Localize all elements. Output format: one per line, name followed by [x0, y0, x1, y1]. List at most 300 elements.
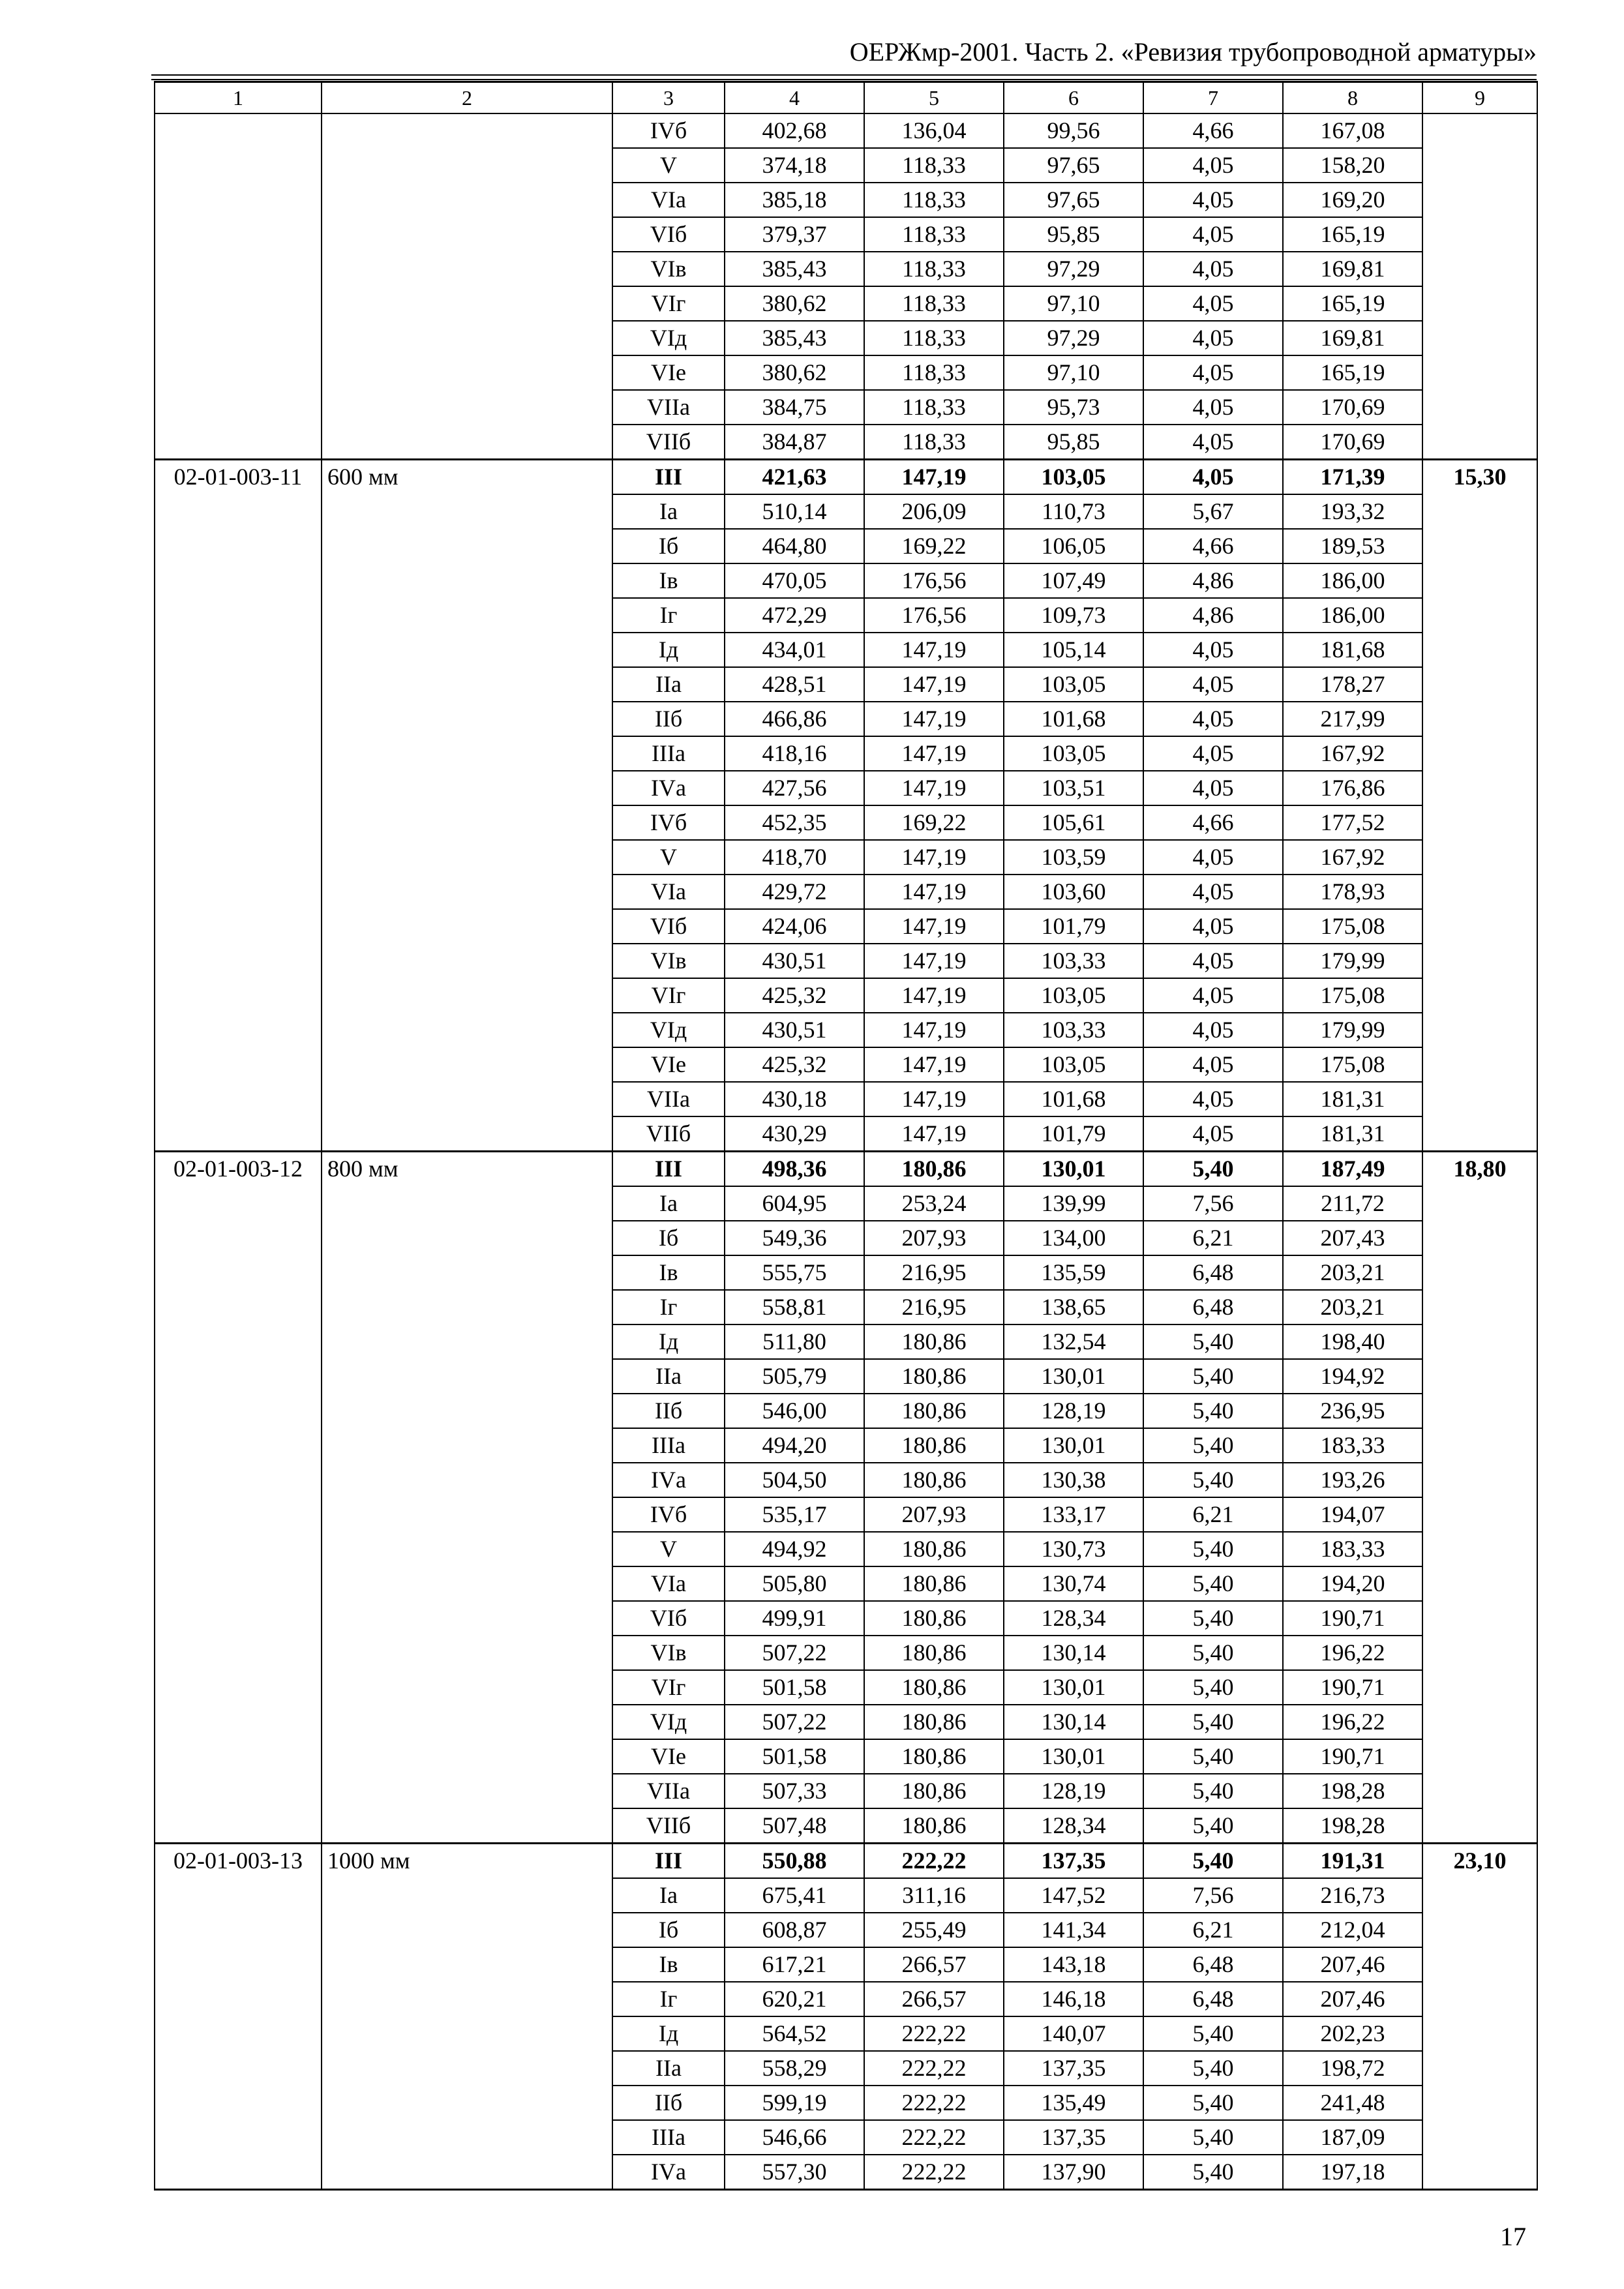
- value-cell: 236,95: [1283, 1394, 1422, 1428]
- value-cell: 147,19: [864, 1013, 1004, 1047]
- value-cell: 175,08: [1283, 978, 1422, 1013]
- value-cell: 5,40: [1143, 1739, 1283, 1774]
- value-cell: 203,21: [1283, 1290, 1422, 1324]
- nominal-size-cell: [322, 1532, 612, 1566]
- nominal-size-cell: [322, 286, 612, 321]
- nominal-size-cell: [322, 1013, 612, 1047]
- category-cell: VIб: [612, 217, 725, 252]
- value-cell: 5,40: [1143, 1636, 1283, 1670]
- table-row: [155, 1808, 1537, 1844]
- value-cell: 5,40: [1143, 1152, 1283, 1187]
- value-cell: 190,71: [1283, 1670, 1422, 1705]
- labor-total-cell: [1422, 113, 1537, 148]
- value-cell: 101,79: [1004, 1116, 1143, 1152]
- category-cell: IVб: [612, 805, 725, 840]
- category-cell: IVб: [612, 1497, 725, 1532]
- table-row: [155, 875, 1537, 909]
- category-cell: Iв: [612, 1947, 725, 1982]
- category-cell: IIа: [612, 1359, 725, 1394]
- category-cell: IVа: [612, 1463, 725, 1497]
- nominal-size-cell: [322, 2051, 612, 2086]
- rate-code-cell: [155, 1013, 322, 1047]
- category-cell: Iв: [612, 1255, 725, 1290]
- rate-code-cell: [155, 1705, 322, 1739]
- labor-total-cell: [1422, 1255, 1537, 1290]
- rate-code-cell: [155, 1047, 322, 1082]
- value-cell: 380,62: [725, 355, 864, 390]
- category-cell: Iг: [612, 1290, 725, 1324]
- rate-code-cell: [155, 1082, 322, 1116]
- value-cell: 147,52: [1004, 1878, 1143, 1913]
- value-cell: 147,19: [864, 840, 1004, 875]
- value-cell: 5,40: [1143, 1394, 1283, 1428]
- labor-total-cell: [1422, 667, 1537, 702]
- category-cell: III: [612, 1844, 725, 1879]
- value-cell: 4,66: [1143, 529, 1283, 563]
- rate-code-cell: [155, 355, 322, 390]
- labor-total-cell: [1422, 840, 1537, 875]
- category-cell: IVа: [612, 2155, 725, 2190]
- labor-total-cell: [1422, 1394, 1537, 1428]
- value-cell: 196,22: [1283, 1636, 1422, 1670]
- value-cell: 128,19: [1004, 1774, 1143, 1808]
- table-row: [155, 1670, 1537, 1705]
- value-cell: 130,74: [1004, 1566, 1143, 1601]
- category-cell: Iб: [612, 1913, 725, 1947]
- value-cell: 5,40: [1143, 1670, 1283, 1705]
- value-cell: 507,33: [725, 1774, 864, 1808]
- nominal-size-cell: [322, 252, 612, 286]
- value-cell: 101,79: [1004, 909, 1143, 944]
- table-row: [155, 529, 1537, 563]
- value-cell: 169,81: [1283, 252, 1422, 286]
- value-cell: 187,49: [1283, 1152, 1422, 1187]
- table-row: [155, 702, 1537, 736]
- table-row: [155, 1082, 1537, 1116]
- table-row: [155, 1221, 1537, 1255]
- value-cell: 384,87: [725, 425, 864, 460]
- table-row: [155, 2051, 1537, 2086]
- nominal-size-cell: [322, 148, 612, 183]
- value-cell: 128,34: [1004, 1601, 1143, 1636]
- value-cell: 222,22: [864, 1844, 1004, 1879]
- nominal-size-cell: [322, 1705, 612, 1739]
- value-cell: 137,35: [1004, 2051, 1143, 2086]
- nominal-size-cell: [322, 390, 612, 425]
- table-row: [155, 1566, 1537, 1601]
- labor-total-cell: [1422, 1705, 1537, 1739]
- table-row: [155, 1913, 1537, 1947]
- value-cell: 167,08: [1283, 113, 1422, 148]
- value-cell: 550,88: [725, 1844, 864, 1879]
- table-row: [155, 667, 1537, 702]
- value-cell: 118,33: [864, 148, 1004, 183]
- value-cell: 499,91: [725, 1601, 864, 1636]
- nominal-size-cell: [322, 355, 612, 390]
- category-cell: IIIа: [612, 1428, 725, 1463]
- rate-code-cell: [155, 1463, 322, 1497]
- value-cell: 5,40: [1143, 1808, 1283, 1844]
- category-cell: III: [612, 460, 725, 495]
- category-cell: VIв: [612, 1636, 725, 1670]
- value-cell: 180,86: [864, 1566, 1004, 1601]
- value-cell: 180,86: [864, 1359, 1004, 1394]
- rate-code-cell: [155, 944, 322, 978]
- value-cell: 4,05: [1143, 840, 1283, 875]
- value-cell: 180,86: [864, 1152, 1004, 1187]
- value-cell: 169,22: [864, 805, 1004, 840]
- rate-code-cell: [155, 2051, 322, 2086]
- nominal-size-cell: [322, 1255, 612, 1290]
- value-cell: 216,73: [1283, 1878, 1422, 1913]
- value-cell: 141,34: [1004, 1913, 1143, 1947]
- value-cell: 103,51: [1004, 771, 1143, 805]
- labor-total-cell: [1422, 2155, 1537, 2190]
- category-cell: VIа: [612, 875, 725, 909]
- nominal-size-cell: [322, 944, 612, 978]
- labor-total-cell: [1422, 1636, 1537, 1670]
- labor-total-cell: [1422, 1428, 1537, 1463]
- table-row: [155, 460, 1537, 495]
- nominal-size-cell: [322, 875, 612, 909]
- nominal-size-cell: [322, 563, 612, 598]
- column-number: 6: [1004, 82, 1143, 114]
- category-cell: VIIб: [612, 1808, 725, 1844]
- value-cell: 311,16: [864, 1878, 1004, 1913]
- value-cell: 143,18: [1004, 1947, 1143, 1982]
- value-cell: 139,99: [1004, 1186, 1143, 1221]
- value-cell: 169,81: [1283, 321, 1422, 355]
- category-cell: IVб: [612, 113, 725, 148]
- column-number: 2: [322, 82, 612, 114]
- value-cell: 105,61: [1004, 805, 1143, 840]
- labor-total-cell: [1422, 805, 1537, 840]
- table-row: [155, 355, 1537, 390]
- value-cell: 222,22: [864, 2051, 1004, 2086]
- value-cell: 557,30: [725, 2155, 864, 2190]
- category-cell: VIе: [612, 355, 725, 390]
- value-cell: 498,36: [725, 1152, 864, 1187]
- table-row: [155, 1947, 1537, 1982]
- table-row: [155, 1982, 1537, 2016]
- category-cell: VIг: [612, 1670, 725, 1705]
- value-cell: 158,20: [1283, 148, 1422, 183]
- value-cell: 384,75: [725, 390, 864, 425]
- category-cell: VIг: [612, 978, 725, 1013]
- value-cell: 147,19: [864, 736, 1004, 771]
- labor-total-cell: [1422, 217, 1537, 252]
- rate-code-cell: [155, 1670, 322, 1705]
- value-cell: 118,33: [864, 183, 1004, 217]
- labor-total-cell: [1422, 355, 1537, 390]
- category-cell: VIд: [612, 321, 725, 355]
- nominal-size-cell: [322, 667, 612, 702]
- value-cell: 6,21: [1143, 1497, 1283, 1532]
- labor-total-cell: [1422, 425, 1537, 460]
- value-cell: 198,28: [1283, 1808, 1422, 1844]
- rate-code-cell: [155, 1497, 322, 1532]
- table-row: [155, 217, 1537, 252]
- value-cell: 5,40: [1143, 1566, 1283, 1601]
- value-cell: 5,40: [1143, 1532, 1283, 1566]
- value-cell: 5,40: [1143, 2086, 1283, 2120]
- value-cell: 167,92: [1283, 736, 1422, 771]
- value-cell: 198,72: [1283, 2051, 1422, 2086]
- nominal-size-cell: [322, 840, 612, 875]
- table-row: [155, 1324, 1537, 1359]
- column-number-row: [155, 82, 1537, 114]
- nominal-size-cell: [322, 1116, 612, 1152]
- value-cell: 191,31: [1283, 1844, 1422, 1879]
- value-cell: 180,86: [864, 1808, 1004, 1844]
- labor-total-cell: [1422, 2016, 1537, 2051]
- value-cell: 176,56: [864, 563, 1004, 598]
- value-cell: 193,32: [1283, 494, 1422, 529]
- labor-total-cell: [1422, 1359, 1537, 1394]
- rate-code-cell: [155, 563, 322, 598]
- value-cell: 507,22: [725, 1705, 864, 1739]
- category-cell: IIIа: [612, 736, 725, 771]
- table-row: [155, 1532, 1537, 1566]
- column-number: 9: [1422, 82, 1537, 114]
- labor-total-cell: [1422, 183, 1537, 217]
- labor-total-cell: [1422, 563, 1537, 598]
- value-cell: 535,17: [725, 1497, 864, 1532]
- value-cell: 222,22: [864, 2086, 1004, 2120]
- labor-total-cell: [1422, 1670, 1537, 1705]
- value-cell: 5,40: [1143, 2155, 1283, 2190]
- value-cell: 5,40: [1143, 1359, 1283, 1394]
- category-cell: VIб: [612, 909, 725, 944]
- value-cell: 187,09: [1283, 2120, 1422, 2155]
- value-cell: 5,40: [1143, 1844, 1283, 1879]
- value-cell: 147,19: [864, 1116, 1004, 1152]
- value-cell: 183,33: [1283, 1532, 1422, 1566]
- table-row: [155, 2120, 1537, 2155]
- value-cell: 177,52: [1283, 805, 1422, 840]
- labor-total-cell: [1422, 1774, 1537, 1808]
- rate-code-cell: [155, 1186, 322, 1221]
- category-cell: IIб: [612, 702, 725, 736]
- value-cell: 106,05: [1004, 529, 1143, 563]
- table-row: [155, 1774, 1537, 1808]
- labor-total-cell: [1422, 1601, 1537, 1636]
- value-cell: 425,32: [725, 978, 864, 1013]
- value-cell: 501,58: [725, 1739, 864, 1774]
- value-cell: 501,58: [725, 1670, 864, 1705]
- value-cell: 180,86: [864, 1636, 1004, 1670]
- rate-code-cell: [155, 1290, 322, 1324]
- table-row: [155, 1497, 1537, 1532]
- value-cell: 4,05: [1143, 702, 1283, 736]
- table-row: [155, 2155, 1537, 2190]
- value-cell: 95,85: [1004, 425, 1143, 460]
- value-cell: 4,86: [1143, 563, 1283, 598]
- value-cell: 97,10: [1004, 355, 1143, 390]
- rate-code-cell: [155, 1532, 322, 1566]
- nominal-size-cell: [322, 1636, 612, 1670]
- rate-code-cell: [155, 771, 322, 805]
- labor-total-cell: [1422, 736, 1537, 771]
- value-cell: 385,43: [725, 321, 864, 355]
- value-cell: 620,21: [725, 1982, 864, 2016]
- value-cell: 118,33: [864, 252, 1004, 286]
- table-row: [155, 1844, 1537, 1879]
- nominal-size-cell: [322, 2086, 612, 2120]
- rate-code-cell: [155, 702, 322, 736]
- rate-code-cell: [155, 1324, 322, 1359]
- labor-total-cell: [1422, 1497, 1537, 1532]
- value-cell: 130,38: [1004, 1463, 1143, 1497]
- table-row: [155, 598, 1537, 633]
- value-cell: 137,35: [1004, 2120, 1143, 2155]
- value-cell: 434,01: [725, 633, 864, 667]
- category-cell: VIе: [612, 1047, 725, 1082]
- category-cell: Iа: [612, 1186, 725, 1221]
- value-cell: 4,05: [1143, 183, 1283, 217]
- rate-code-cell: [155, 148, 322, 183]
- value-cell: 171,39: [1283, 460, 1422, 495]
- nominal-size-cell: [322, 2120, 612, 2155]
- value-cell: 4,05: [1143, 425, 1283, 460]
- value-cell: 138,65: [1004, 1290, 1143, 1324]
- value-cell: 5,40: [1143, 2120, 1283, 2155]
- value-cell: 510,14: [725, 494, 864, 529]
- nominal-size-cell: [322, 1878, 612, 1913]
- value-cell: 608,87: [725, 1913, 864, 1947]
- value-cell: 604,95: [725, 1186, 864, 1221]
- labor-total-cell: [1422, 1947, 1537, 1982]
- value-cell: 555,75: [725, 1255, 864, 1290]
- table-row: [155, 1636, 1537, 1670]
- labor-total-cell: [1422, 1982, 1537, 2016]
- table-row: [155, 494, 1537, 529]
- labor-total-cell: [1422, 1221, 1537, 1255]
- value-cell: 5,40: [1143, 1428, 1283, 1463]
- nominal-size-cell: [322, 529, 612, 563]
- rate-code-cell: 02-01-003-13: [155, 1844, 322, 1879]
- running-header: ОЕРЖмр-2001. Часть 2. «Ревизия трубопроводной арматуры»: [849, 37, 1537, 67]
- column-number: 5: [864, 82, 1004, 114]
- rate-code-cell: [155, 425, 322, 460]
- rate-code-cell: [155, 2155, 322, 2190]
- value-cell: 147,19: [864, 633, 1004, 667]
- nominal-size-cell: [322, 1324, 612, 1359]
- value-cell: 107,49: [1004, 563, 1143, 598]
- value-cell: 430,51: [725, 944, 864, 978]
- category-cell: VIе: [612, 1739, 725, 1774]
- category-cell: Iд: [612, 633, 725, 667]
- rate-code-cell: [155, 113, 322, 148]
- value-cell: 421,63: [725, 460, 864, 495]
- value-cell: 198,40: [1283, 1324, 1422, 1359]
- category-cell: VIд: [612, 1013, 725, 1047]
- rate-code-cell: [155, 875, 322, 909]
- labor-total-cell: [1422, 1808, 1537, 1844]
- value-cell: 194,07: [1283, 1497, 1422, 1532]
- table-row: [155, 771, 1537, 805]
- rate-code-cell: [155, 1636, 322, 1670]
- nominal-size-cell: [322, 909, 612, 944]
- value-cell: 180,86: [864, 1670, 1004, 1705]
- table-row: [155, 909, 1537, 944]
- nominal-size-cell: [322, 1947, 612, 1982]
- rate-code-cell: [155, 217, 322, 252]
- nominal-size-cell: [322, 1774, 612, 1808]
- value-cell: 452,35: [725, 805, 864, 840]
- value-cell: 507,22: [725, 1636, 864, 1670]
- column-number: 1: [155, 82, 322, 114]
- labor-total-cell: [1422, 1013, 1537, 1047]
- value-cell: 429,72: [725, 875, 864, 909]
- table-row: [155, 390, 1537, 425]
- labor-total-cell: [1422, 390, 1537, 425]
- value-cell: 418,16: [725, 736, 864, 771]
- value-cell: 564,52: [725, 2016, 864, 2051]
- value-cell: 253,24: [864, 1186, 1004, 1221]
- rate-code-cell: [155, 1428, 322, 1463]
- value-cell: 165,19: [1283, 286, 1422, 321]
- value-cell: 137,90: [1004, 2155, 1143, 2190]
- value-cell: 6,21: [1143, 1913, 1283, 1947]
- labor-total-cell: [1422, 1532, 1537, 1566]
- nominal-size-cell: [322, 1670, 612, 1705]
- value-cell: 165,19: [1283, 355, 1422, 390]
- value-cell: 97,65: [1004, 183, 1143, 217]
- value-cell: 196,22: [1283, 1705, 1422, 1739]
- value-cell: 207,46: [1283, 1982, 1422, 2016]
- table-row: [155, 1601, 1537, 1636]
- value-cell: 110,73: [1004, 494, 1143, 529]
- nominal-size-cell: [322, 425, 612, 460]
- nominal-size-cell: [322, 494, 612, 529]
- value-cell: 103,33: [1004, 1013, 1143, 1047]
- value-cell: 176,56: [864, 598, 1004, 633]
- table-row: [155, 1463, 1537, 1497]
- labor-total-cell: [1422, 1047, 1537, 1082]
- value-cell: 165,19: [1283, 217, 1422, 252]
- value-cell: 4,05: [1143, 148, 1283, 183]
- value-cell: 222,22: [864, 2016, 1004, 2051]
- rate-code-cell: [155, 529, 322, 563]
- labor-total-cell: 18,80: [1422, 1152, 1537, 1187]
- value-cell: 4,05: [1143, 252, 1283, 286]
- value-cell: 4,05: [1143, 1047, 1283, 1082]
- category-cell: VIв: [612, 252, 725, 286]
- value-cell: 180,86: [864, 1601, 1004, 1636]
- labor-total-cell: [1422, 1116, 1537, 1152]
- rate-code-cell: [155, 321, 322, 355]
- value-cell: 180,86: [864, 1463, 1004, 1497]
- value-cell: 203,21: [1283, 1255, 1422, 1290]
- nominal-size-cell: [322, 217, 612, 252]
- rate-code-cell: [155, 1878, 322, 1913]
- table-row: [155, 1013, 1537, 1047]
- value-cell: 217,99: [1283, 702, 1422, 736]
- value-cell: 97,29: [1004, 252, 1143, 286]
- labor-total-cell: 23,10: [1422, 1844, 1537, 1879]
- rate-code-cell: [155, 978, 322, 1013]
- nominal-size-cell: [322, 1359, 612, 1394]
- rate-code-cell: [155, 840, 322, 875]
- labor-total-cell: [1422, 633, 1537, 667]
- labor-total-cell: [1422, 1739, 1537, 1774]
- category-cell: VIг: [612, 286, 725, 321]
- category-cell: V: [612, 148, 725, 183]
- value-cell: 546,66: [725, 2120, 864, 2155]
- table-row: [155, 840, 1537, 875]
- value-cell: 385,18: [725, 183, 864, 217]
